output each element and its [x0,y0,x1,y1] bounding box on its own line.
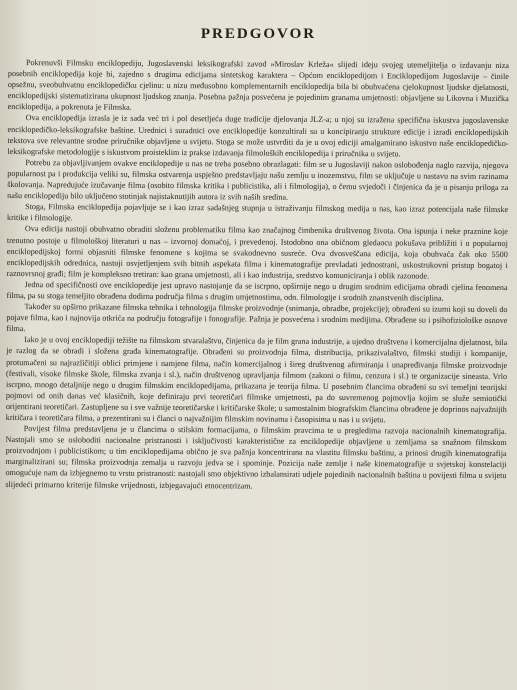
paragraph: Jedna od specifičnosti ove enciklopedije jest upravo nastojanje da se iscrpno, opširnije nego u drugim srodnim edicijama obradi cjelina fenomena filma, pa su stoga temeljito obrađena dodirna područja filma s drugim umjetnostima, odn. filmologije i srodnih znanstvenih disciplina. [6,279,508,303]
paragraph: Povijest filma predstavljena je u člancima o stilskim formacijama, o filmskim pravcima te u pregledima razvoja nacionalnih kinematografija. Nastojali smo se osloboditi nacionalne pristranosti i isključivosti karakteristične za enciklopedije objavljene u zemljama sa snažnom filmskom proizvodnjom i publicistikom; u tim enciklopedijama obično je sva pažnja koncentrirana na vlastitu filmsku baštinu, a prinosi drugih kinematografija marginalizirani su; filmska proizvodnja zemalja u razvoju jedva se i spominje. Pozicija naše zemlje i naše kinematografije u svjetskoj konstelaciji omogućuje nam da izbjegnemo tu vrstu pristranosti: nastojali smo objektivno izbalansirati udjele pojedinih nacionalnih baština u povijesti filma u svijetu slijedeći primarno kriterije filmske vrijednosti, izbjegavajući etnocentrizam. [5,424,507,491]
paragraph: Ova edicija nastoji obuhvatno obraditi složenu problematiku filma kao značajnog čimbenika društvenog života. Ona ispunja i neke praznine koje trenutno postoje u filmološkoj literaturi u nas – izvornoj domaćoj, i prevedenoj. Istodobno ona običnom gledaocu pokušava približiti i u popularnoj enciklopedijskoj formi objasniti filmske fenomene s kojima se svakodnevno susreće. Ova dvosveščana edicija, koja obuhvaća čak oko 5500 enciklopedijskih odrednica, nastoji osvjetljenjem svih bitnih aspekata filma i kinematografije prevladati jednostrani, uskostrukovni pristup bogatoj i raznovrsnoj građi; film je kompleksno tretiran: kao grana umjetnosti, ali i kao industrija, sredstvo komuniciranja i oblik razonode. [6,224,508,281]
page-title: PREDGOVOR [200,26,317,42]
paragraph: Ova enciklopedija izrasla je iz sada već tri i pol desetljeća duge tradicije djelovanja JLZ-a; u njoj su izražena specifična iskustva jugoslavenske enciklopedičko-leksikografske baštine. Urednici i suradnici ove enciklopedije konzultirali su u koncipiranju strukture edicije i izradi enciklopedijskih tekstova sve relevantne srodne priručnike objavljene u svijetu. Stoga se može ustvrditi da je u ovoj ediciji amalgamirano iskustvo naše enciklopedičko-leksikografske metodologije s iskustvom proisteklim iz prakse izdavanja filmoloških enciklopedija i priručnika u svijetu. [7,113,509,159]
paragraph: Također su opširno prikazane filmska tehnika i tehnologija filmske proizvodnje (snimanja, obradbe, projekcije); obrađeni su izumi koji su doveli do pojave filma, kao i najnovija otkrića na području fotografije i fonografije. Pažnja je posvećena i srodnim medijima. Obrađene su i psihofiziološke osnove filma. [6,302,508,334]
paragraph: Pokrenuvši Filmsku enciklopediju, Jugoslavenski leksikografski zavod »Miroslav Krleža« slijedi ideju svojeg utemeljitelja o izdavanju niza posebnih enciklopedija koje bi, zajedno s drugima edicijama sintetskog karaktera – Općom enciklopedijom i Enciklopedijom Jugoslavije – činile opsežnu, sveobuhvatnu enciklopedičku cjelinu: u nizu međusobno komplementarnih enciklopedija bila bi obuhvaćena cjelokupnost ljudske djelatnosti, enciklopedijski sistematizirana ukupnost ljudskog znanja. Posebna pažnja posvećena je pojedinim granama umjetnosti: objavljene su Likovna i Muzička enciklopedija, a pokrenuta je Filmska. [7,58,509,113]
paragraph: Iako je u ovoj enciklopediji težište na filmskom stvaralaštvu, činjenica da je film grana industrije, a ujedno društvena i komercijalna djelatnost, bila je razlog da se obradi i složena građa kinematografije. Obrađeni su proizvodnja filma, distribucija, prikazivalaštvo, filmski studiji i kompanije, protumačeni su najrazličitiji oblici primjene i namjene filma, način komercijalnog i šireg društvenog afirmiranja i unapređivanja filmske proizvodnje (festivali, visoke filmske škole, filmska zvanja i sl.), način društvenog upravljanja filmom (zakoni o filmu, cenzura i sl.) te organizacije sineasta. Vrlo iscrpno, mnogo detaljnije nego u drugim filmskim enciklopedijama, prikazana je teorija filma. U posebnim člancima obrađeni su svi temeljni teorijski pojmovi od onih danas već klasičnih, koje definiraju prvi teoretičari filmske umjetnosti, pa do suvremenog pojmovlja kojim se služe semiotički orijentirani teoretičari. Zastupljene su i sve važnije teoretičarske i kritičarske škole; u samostalnim biografskim člancima obrađene je doprinos najvažnijih kritičara i teoretičara filma, a prezentirani su i članci o najvažnijim filmskim novinama i časopisima u nas i u svijetu. [5,335,508,425]
body-text [5,57,509,493]
paragraph: Potrebu za objavljivanjem ovakve enciklopedije u nas ne treba posebno obrazlagati: film se u Jugoslaviji nakon oslobođenja naglo razvija, njegova popularnost pa i produkcija veliki su, filmska ostvarenja uspješno predstavljaju našu zemlju u inozemstvu, film se uključuje u nastavu na svim razinama školovanja. Napredujuće izučavanje filma (osobito filmska kritika i publicistika, ali i filmologija), o čemu svjedoči i činjenica da je u pisanju priloga za našu enciklopediju bilo uključeno stotinjak najistaknutijih autora iz svih naših sredina. [7,157,509,202]
paragraph: Stoga, Filmska enciklopedija pojavljuje se i kao izraz sadašnjeg stupnja u istraživanju filmskog medija u nas, kao izraz potencijala naše filmske kritike i filmologije. [6,202,509,223]
